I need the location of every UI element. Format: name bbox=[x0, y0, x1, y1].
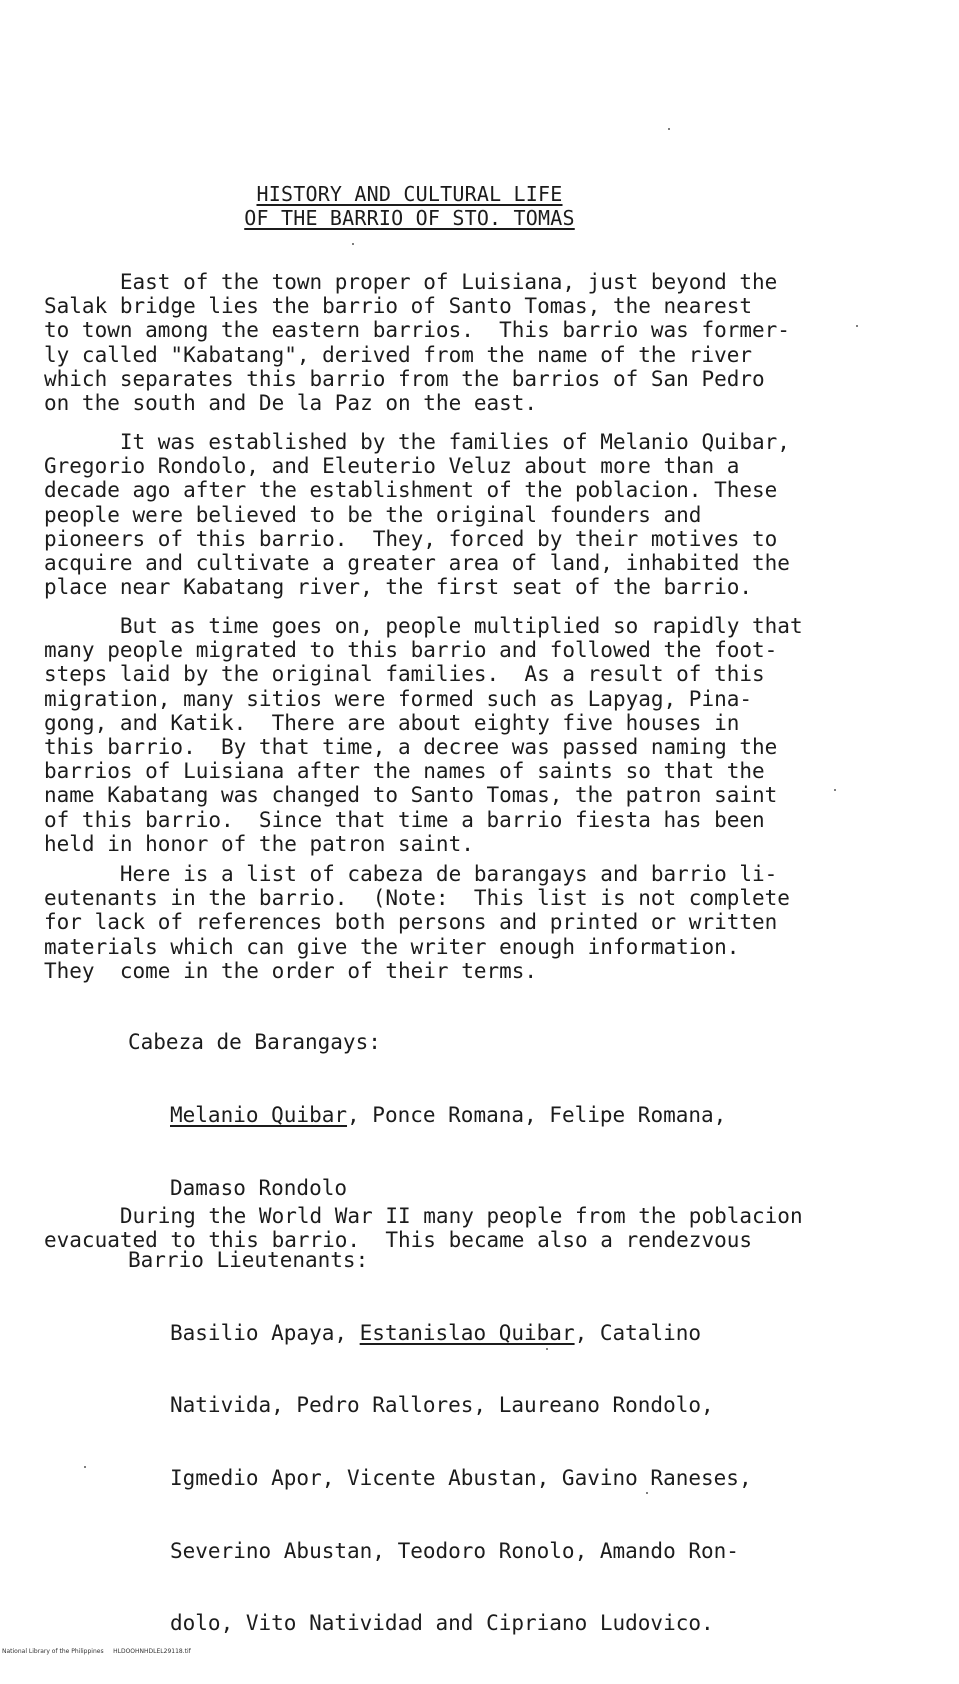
paragraph-5: During the World War II many people from the poblacion evacuated to this barrio. This became also a rendezvous bbox=[44, 1204, 803, 1253]
lieutenants-line-5: dolo, Vito Natividad and Cipriano Ludovico. bbox=[170, 1611, 714, 1636]
lt-name-c: , Catalino bbox=[574, 1320, 702, 1345]
cabeza-line-1 bbox=[44, 1103, 904, 1127]
scan-speck bbox=[546, 1348, 548, 1350]
scan-speck bbox=[646, 1492, 648, 1494]
cabeza-first-name: Melanio Quibar bbox=[170, 1103, 348, 1128]
paragraph-2: It was established by the families of Melanio Quibar, Gregorio Rondolo, and Eleuterio Veluz about more than a decade ago after the establishment of the poblacion. These people were believed to be the original founders and pioneers of this barrio. They, forced by their motives to acquire and cultivate a greater area of land, inhabited the place near Kabatang river, the first seat of the barrio. bbox=[44, 430, 790, 600]
lieutenants-line-4: Severino Abustan, Teodoro Ronolo, Amando Ron- bbox=[170, 1538, 739, 1563]
lt-name-a: Basilio Apaya, bbox=[170, 1320, 360, 1345]
paragraph-4: Here is a list of cabeza de barangays and barrio li- eutenants in the barrio. (Note: This list is not complete for lack of references both persons and printed or written materials which can give the writer enough information. They come in the order of their terms. bbox=[44, 862, 790, 983]
paragraph-1: East of the town proper of Luisiana, just beyond the Salak bridge lies the barrio of Santo Tomas, the nearest to town among the eastern barrios. This barrio was former- ly called "Kabatang", derived from the name of the river which separates this barrio from the barrios of San Pedro on the south and De la Paz on the east. bbox=[44, 270, 790, 416]
lieutenants-line-1 bbox=[44, 1321, 904, 1345]
scan-speck bbox=[834, 789, 836, 791]
lieutenants-line-3: Igmedio Apor, Vicente Abustan, Gavino Raneses, bbox=[170, 1466, 752, 1491]
cabeza-rest: , Ponce Romana, Felipe Romana, bbox=[347, 1103, 727, 1128]
title-line-1: HISTORY AND CULTURAL LIFE bbox=[256, 182, 563, 206]
scan-speck bbox=[352, 243, 354, 245]
document-title bbox=[0, 182, 959, 230]
cabeza-line-2: Damaso Rondolo bbox=[170, 1175, 348, 1200]
scan-speck bbox=[856, 325, 858, 327]
scan-speck bbox=[84, 1466, 86, 1468]
lieutenants-heading: Barrio Lieutenants: bbox=[128, 1248, 369, 1273]
officials-list bbox=[44, 982, 904, 1684]
lt-name-underlined: Estanislao Quibar bbox=[359, 1320, 575, 1345]
lieutenants-line-2: Nativida, Pedro Rallores, Laureano Rondolo, bbox=[170, 1393, 714, 1418]
paragraph-3: But as time goes on, people multiplied so rapidly that many people migrated to this barrio and followed the foot- steps laid by the original families. As a result of this migration, many sitios were formed such as Lapyag, Pina- gong, and Katik. There are about eighty five houses in this barrio. By that time, a decree was passed naming the barrios of Luisiana after the names of saints so that the name Kabatang was changed to Santo Tomas, the patron saint of this barrio. Since that time a barrio fiesta has been held in honor of the patron saint. bbox=[44, 614, 803, 856]
scan-speck bbox=[668, 128, 670, 130]
cabeza-heading: Cabeza de Barangays: bbox=[128, 1030, 381, 1055]
title-line-2: OF THE BARRIO OF STO. TOMAS bbox=[244, 206, 575, 230]
footer-caption: National Library of the Philippines HLDOOHNHDLEL29118.tif bbox=[2, 1648, 191, 1655]
